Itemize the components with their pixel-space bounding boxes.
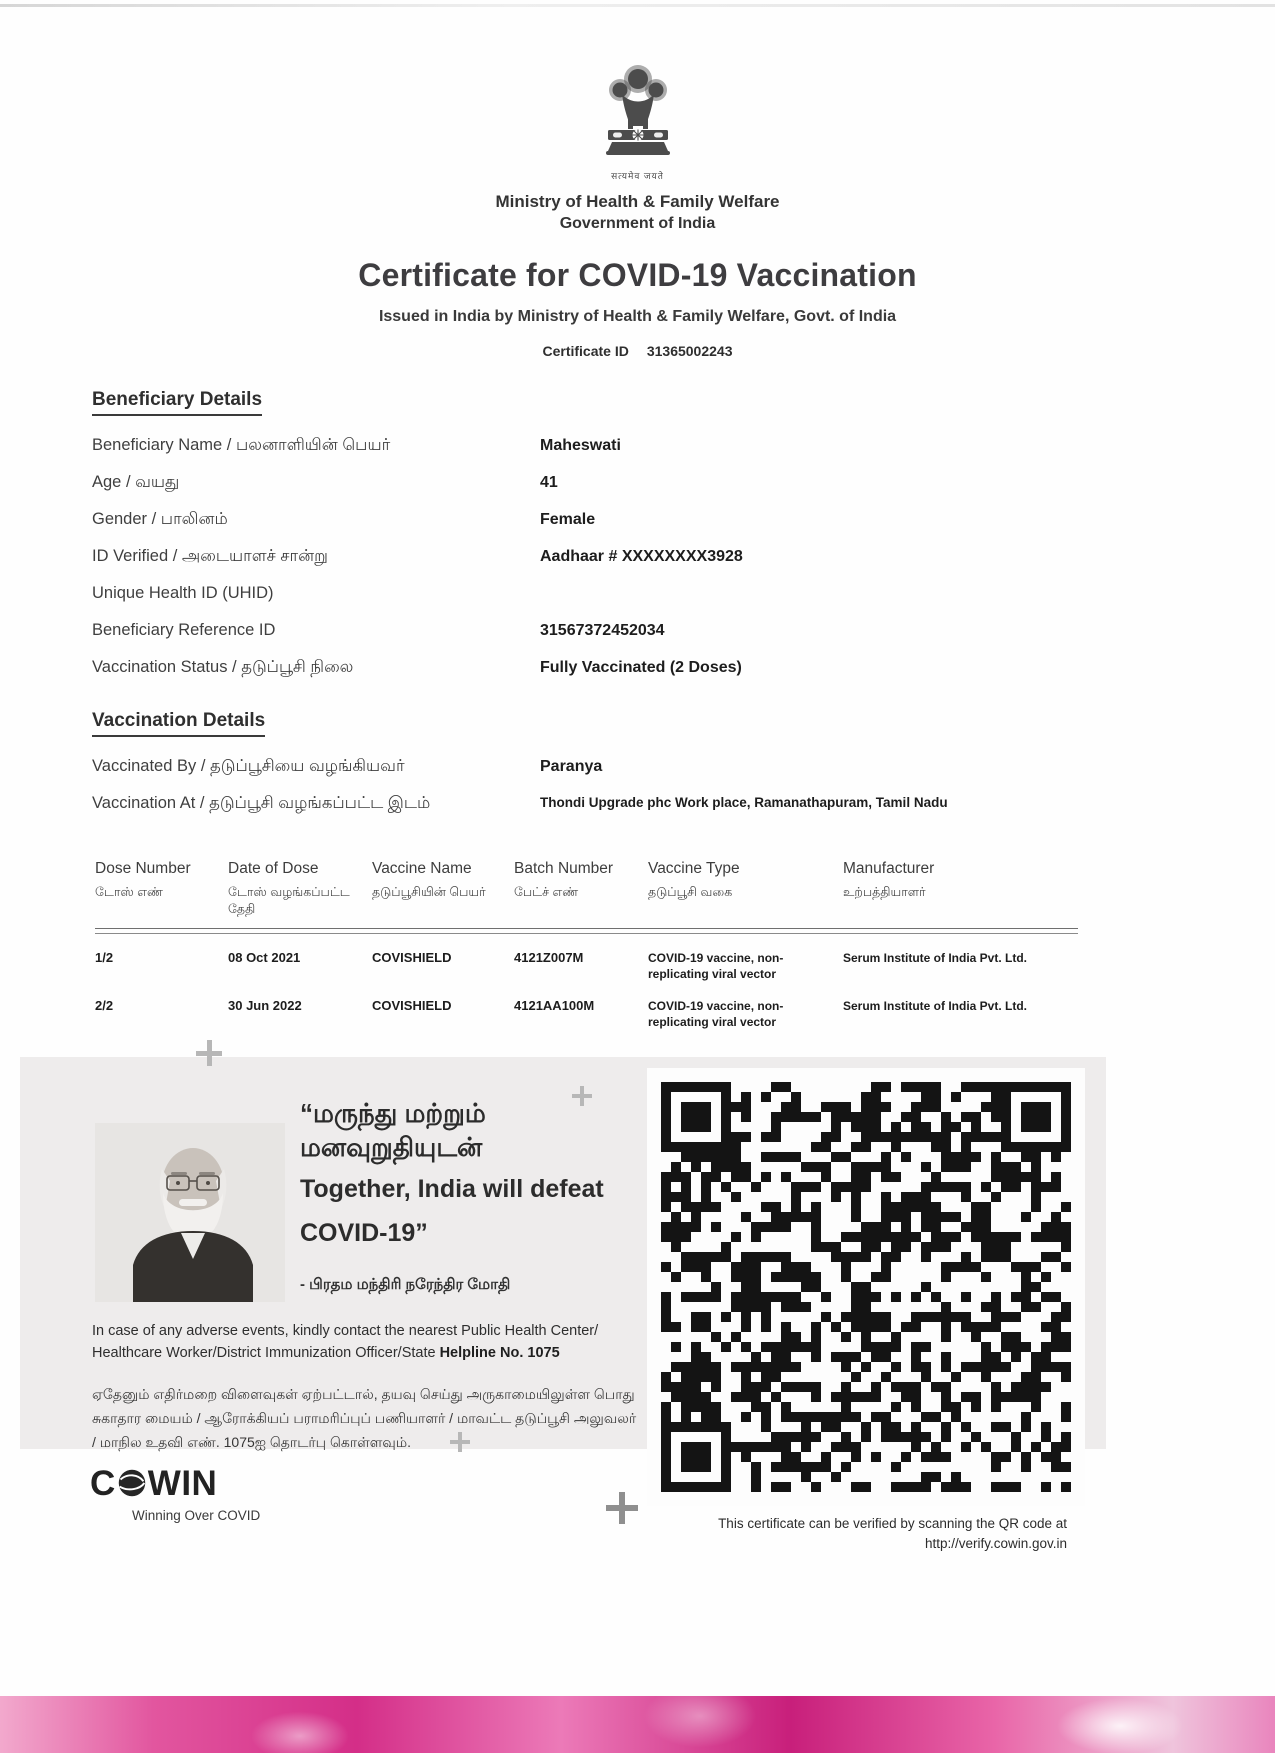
header-ta: டோஸ் எண் (95, 885, 163, 899)
field-value: Female (540, 511, 596, 528)
adverse-note-en (92, 1320, 640, 1364)
cell-manufacturer: Serum Institute of India Pvt. Ltd. (843, 951, 1028, 965)
quote-tamil-line1: “மருந்து மற்றும் (300, 1098, 486, 1128)
field-value: Aadhaar # XXXXXXXX3928 (540, 548, 743, 565)
government-name: Government of India (559, 215, 716, 232)
pm-portrait-image (95, 1123, 285, 1302)
pm-portrait-icon (95, 1123, 285, 1302)
header-manufacturer (843, 860, 1078, 918)
field-vaccinated-by (0, 757, 1275, 779)
field-uhid (0, 584, 1275, 606)
quote-english-line1: Together, India will defeat (300, 1175, 604, 1203)
header-vaccine-name (372, 860, 514, 918)
verify-url: http://verify.cowin.gov.in (924, 1536, 1067, 1551)
header-en: Vaccine Name (372, 860, 472, 877)
certificate-id-label: Certificate ID (542, 343, 629, 359)
certificate-id-value: 31365002243 (646, 343, 733, 359)
header-en: Manufacturer (843, 860, 935, 877)
field-id-verified (0, 547, 1275, 569)
certificate-title: Certificate for COVID-19 Vaccination (358, 257, 917, 293)
plus-icon (606, 1492, 638, 1524)
quote-tamil-line2: மனவுறுதியுடன் (300, 1132, 483, 1162)
header-dose-number (95, 860, 228, 918)
qr-code-icon (661, 1082, 1071, 1492)
cell-vaccine-type: COVID-19 vaccine, non-replicating viral vector (648, 999, 784, 1029)
plus-icon (196, 1040, 222, 1066)
field-age (0, 473, 1275, 495)
verify-note (647, 1514, 1067, 1554)
cowin-logo (90, 1464, 260, 1523)
verify-text: This certificate can be verified by scanning the QR code at (718, 1516, 1067, 1531)
cell-vaccine-type: COVID-19 vaccine, non-replicating viral vector (648, 951, 784, 981)
header-ta: தடுப்பூசியின் பெயர் (372, 885, 486, 899)
dose-table-header (95, 860, 1078, 928)
table-rule (95, 928, 1078, 929)
field-label: Beneficiary Name / பலனாளியின் பெயர் (92, 436, 391, 454)
bottom-banner-image (0, 1696, 1275, 1753)
plus-icon (450, 1432, 470, 1452)
helpline-number: Helpline No. 1075 (439, 1345, 560, 1361)
qr-code-image (647, 1068, 1085, 1506)
header-en: Date of Dose (228, 860, 319, 877)
cell-dose-number: 2/2 (95, 998, 114, 1013)
quote-attribution: - பிரதம மந்திரி நரேந்திர மோதி (300, 1276, 511, 1293)
national-emblem (600, 64, 676, 182)
certificate-subtitle: Issued in India by Ministry of Health & Family Welfare, Govt. of India (378, 308, 897, 325)
field-value: 31567372452034 (540, 622, 665, 639)
certificate-id-row (0, 343, 1275, 359)
header-ta: தடுப்பூசி வகை (648, 885, 733, 899)
adverse-note-ta: ஏதேனும் எதிர்மறை விளைவுகள் ஏற்பட்டால், தயவு செய்து அருகாமையிலுள்ள பொது சுகாதார மையம் / ஆரோக்கியப் பராமரிப்புப் பணியாளர் / மாவட்ட தடுப்பூசி அலுவலர் / மாநில உதவி எண். 1075ஐ தொடர்பு கொள்ளவும். (92, 1386, 637, 1450)
table-row-dose-2 (95, 982, 1078, 1030)
field-gender (0, 510, 1275, 532)
cowin-tagline: Winning Over COVID (132, 1508, 261, 1523)
cell-date-of-dose: 30 Jun 2022 (228, 998, 302, 1013)
section-heading-text: Beneficiary Details (92, 389, 262, 416)
field-label: Vaccination At / தடுப்பூசி வழங்கப்பட்ட இடம் (92, 794, 431, 812)
field-label: Age / வயது (92, 473, 180, 491)
scan-artifact-line (0, 4, 1275, 7)
header-en: Vaccine Type (648, 860, 740, 877)
field-beneficiary-reference-id (0, 621, 1275, 643)
cell-vaccine-name: COVISHIELD (372, 998, 452, 1013)
dose-table (95, 860, 1078, 1030)
section-heading-text: Vaccination Details (92, 710, 265, 737)
cell-batch-number: 4121AA100M (514, 998, 595, 1013)
field-value: Thondi Upgrade phc Work place, Ramanathapuram, Tamil Nadu (540, 795, 948, 810)
cell-batch-number: 4121Z007M (514, 950, 584, 965)
field-vaccination-status (0, 658, 1275, 680)
quote-block (300, 1096, 660, 1295)
cowin-letters-win: WIN (147, 1464, 218, 1503)
ministry-name: Ministry of Health & Family Welfare (495, 192, 780, 211)
field-value: 41 (540, 474, 558, 491)
field-label: Vaccinated By / தடுப்பூசியை வழங்கியவர் (92, 757, 405, 775)
cell-manufacturer: Serum Institute of India Pvt. Ltd. (843, 999, 1028, 1013)
section-heading-vaccination (92, 710, 1275, 737)
adverse-text: In case of any adverse events, kindly contact the nearest Public Health Center/ Healthcare Worker/District Immunization Officer/State (92, 1323, 599, 1361)
field-label: ID Verified / அடையாளச் சான்று (92, 547, 328, 565)
section-heading-beneficiary (92, 389, 1275, 416)
cowin-globe-icon (117, 1468, 147, 1503)
quote-english-line2: COVID-19” (300, 1219, 428, 1247)
certificate-header (0, 0, 1275, 359)
header-date-of-dose (228, 860, 372, 918)
field-label: Unique Health ID (UHID) (92, 584, 274, 602)
cell-vaccine-name: COVISHIELD (372, 950, 452, 965)
field-label: Vaccination Status / தடுப்பூசி நிலை (92, 658, 354, 676)
header-ta: உற்பத்தியாளர் (843, 885, 926, 899)
header-en: Dose Number (95, 860, 191, 877)
cell-dose-number: 1/2 (95, 950, 114, 965)
field-value: Paranya (540, 758, 603, 775)
national-emblem-icon (600, 64, 676, 162)
cowin-letter-c: C (90, 1464, 116, 1503)
header-batch-number (514, 860, 648, 918)
header-ta: பேட்ச் எண் (514, 885, 579, 899)
cell-date-of-dose: 08 Oct 2021 (228, 950, 301, 965)
field-label: Beneficiary Reference ID (92, 621, 276, 639)
field-value: Fully Vaccinated (2 Doses) (540, 659, 742, 676)
header-ta: டோஸ் வழங்கப்பட்ட தேதி (228, 885, 350, 916)
field-beneficiary-name (0, 436, 1275, 458)
emblem-motto: सत्यमेव जयते (611, 171, 664, 181)
header-en: Batch Number (514, 860, 614, 877)
plus-icon (572, 1086, 592, 1106)
table-row-dose-1 (95, 934, 1078, 982)
field-vaccination-at (0, 794, 1275, 816)
field-label: Gender / பாலினம் (92, 510, 228, 528)
field-value: Maheswati (540, 437, 621, 454)
header-vaccine-type (648, 860, 843, 918)
